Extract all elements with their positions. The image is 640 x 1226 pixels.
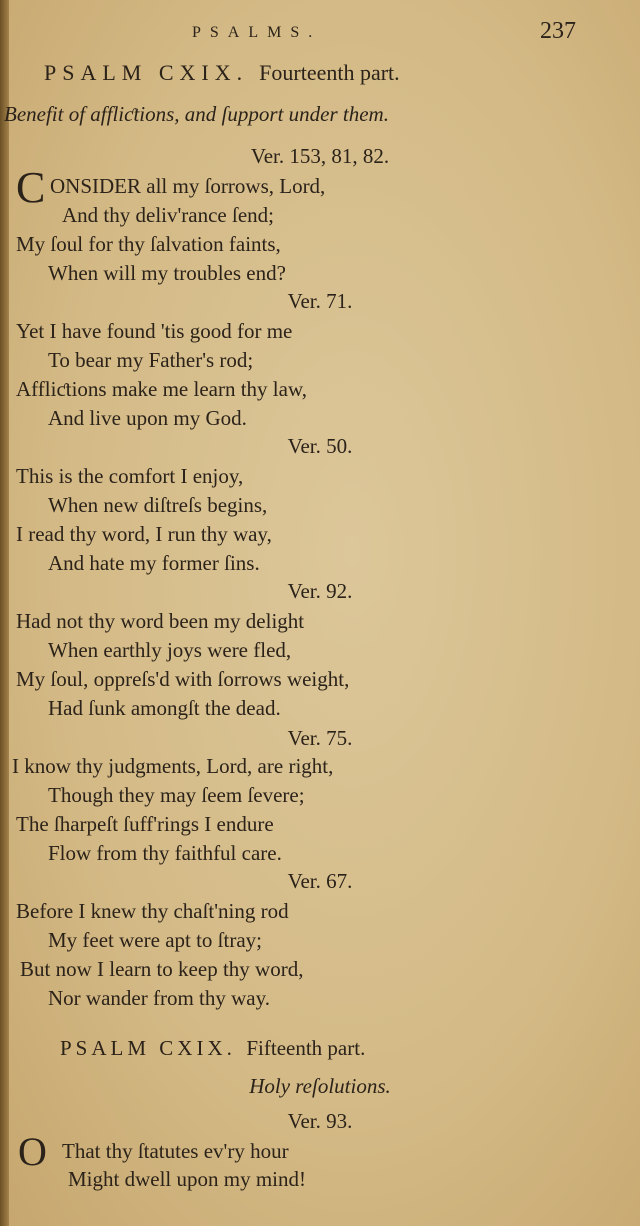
part-title: Fourteenth part. [259, 60, 400, 85]
drop-cap: C [16, 163, 46, 212]
verse-line: When will my troubles end? [48, 261, 286, 285]
verse-line: I read thy word, I run thy way, [16, 522, 272, 546]
section-subtitle: Holy reſolutions. [249, 1074, 391, 1098]
verse-line: My ſoul, oppreſs'd with ſorrows weight, [16, 667, 350, 691]
section-heading [44, 60, 400, 86]
verse-reference: Ver. 50. [287, 434, 353, 458]
verse-line: Yet I have found 'tis good for me [16, 319, 293, 343]
book-spine-edge [0, 0, 9, 1226]
verse-line: ONSIDER all my ſorrows, Lord, [50, 174, 326, 198]
verse-line: That thy ſtatutes ev'ry hour [62, 1139, 289, 1163]
verse-line: And hate my former ſins. [48, 551, 260, 575]
verse-line: Had ſunk amongſt the dead. [48, 696, 281, 720]
verse-line: To bear my Father's rod; [48, 348, 254, 372]
page-number: 237 [540, 18, 576, 44]
verse-reference: Ver. 153, 81, 82. [250, 144, 390, 168]
verse-line: Flow from thy faithful care. [48, 841, 282, 865]
verse-line: Affliƈtions make me learn thy law, [16, 377, 307, 401]
verse-reference: Ver. 75. [287, 726, 353, 750]
verse-reference: Ver. 67. [287, 869, 353, 893]
verse-reference: Ver. 93. [287, 1109, 353, 1133]
verse-line: My feet were apt to ſtray; [48, 928, 262, 952]
verse-line: My ſoul for thy ſalvation faints, [16, 232, 281, 256]
verse-line: When earthly joys were fled, [48, 638, 292, 662]
verse-line: When new diſtreſs begins, [48, 493, 268, 517]
part-title: Fifteenth part. [246, 1036, 366, 1060]
verse-line: And live upon my God. [48, 406, 247, 430]
psalm-number: PSALM CXIX. [44, 60, 249, 85]
verse-line: I know thy judgments, Lord, are right, [12, 754, 334, 778]
running-head-title: PSALMS. [192, 24, 322, 41]
section-subtitle: Benefit of affliƈtions, and ſupport under them. [4, 102, 389, 126]
verse-line: And thy deliv'rance ſend; [62, 203, 274, 227]
psalm-number: PSALM CXIX. [60, 1036, 236, 1060]
verse-line: This is the comfort I enjoy, [16, 464, 244, 488]
verse-line: Might dwell upon my mind! [68, 1167, 306, 1191]
section-heading [60, 1035, 365, 1061]
verse-reference: Ver. 71. [287, 289, 353, 313]
verse-line: The ſharpeſt ſuff'rings I endure [16, 812, 274, 836]
verse-line: Though they may ſeem ſevere; [48, 783, 305, 807]
verse-line: Before I knew thy chaſt'ning rod [16, 899, 289, 923]
verse-reference: Ver. 92. [287, 579, 353, 603]
drop-cap: O [18, 1129, 47, 1174]
verse-line: But now I learn to keep thy word, [20, 957, 304, 981]
verse-line: Had not thy word been my delight [16, 609, 305, 633]
verse-line: Nor wander from thy way. [48, 986, 270, 1010]
